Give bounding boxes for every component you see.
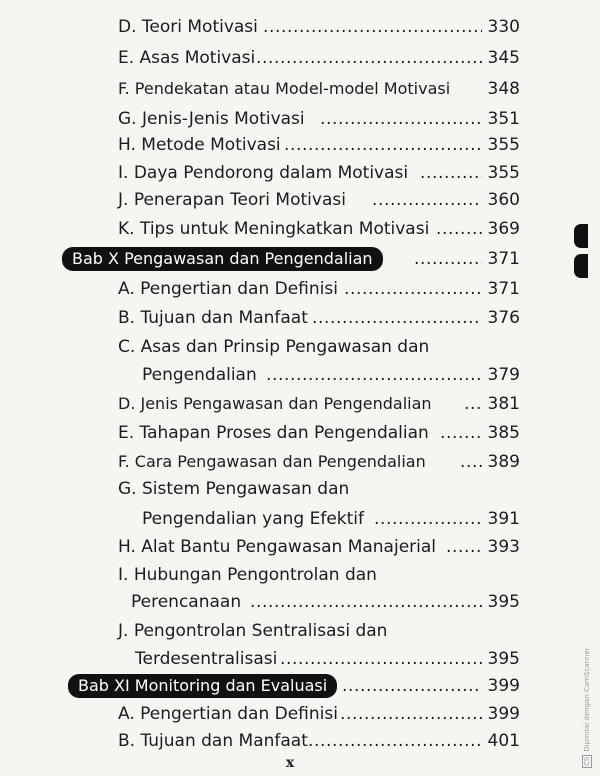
toc-entry-label: J. Pengontrolan Sentralisasi dan: [118, 621, 388, 641]
toc-entry-page: 360: [487, 190, 520, 210]
toc-entry-page: 399: [487, 676, 520, 696]
dot-leader: [460, 448, 482, 476]
page-tab-marker: [574, 254, 588, 278]
toc-entry-label: F. Cara Pengawasan dan Pengendalian: [118, 452, 426, 471]
toc-entry: [0, 304, 600, 332]
toc-entry-continuation: [0, 645, 600, 673]
toc-entry-page: 355: [487, 163, 520, 183]
toc-entry-page: 345: [487, 48, 520, 68]
toc-entry: [0, 215, 600, 243]
dot-leader: [250, 588, 482, 616]
toc-entry: [0, 617, 600, 645]
toc-entry-label: E. Asas Motivasi: [118, 48, 256, 68]
dot-leader: [464, 390, 482, 418]
toc-entry-label: C. Asas dan Prinsip Pengawasan dan: [118, 337, 430, 357]
toc-entry-label: I. Daya Pendorong dalam Motivasi: [118, 163, 409, 183]
toc-entry-label-continuation: Perencanaan: [131, 592, 242, 612]
dot-leader: [344, 275, 482, 303]
toc-entry-label: H. Metode Motivasi: [118, 135, 281, 155]
toc-chapter: [0, 672, 600, 700]
toc-entry: [0, 105, 600, 133]
scanner-watermark-text: Dipindai dengan CamScanner: [583, 647, 591, 752]
toc-entry: [0, 275, 600, 303]
toc-entry: [0, 727, 600, 755]
toc-entry: [0, 561, 600, 589]
toc-entry-label: D. Teori Motivasi: [118, 17, 258, 37]
toc-entry-page: 330: [487, 17, 520, 37]
page-number: x: [285, 755, 295, 771]
toc-entry-label: A. Pengertian dan Definisi: [118, 279, 338, 299]
chapter-heading: Bab XI Monitoring dan Evaluasi: [68, 674, 337, 698]
toc-entry-page: 393: [487, 537, 520, 557]
toc-entry-page: 381: [487, 394, 520, 414]
dot-leader: [266, 361, 482, 389]
toc-entry-label-continuation: Terdesentralisasi: [135, 649, 278, 669]
toc-entry: [0, 44, 600, 72]
dot-leader: [256, 44, 482, 72]
toc-entry-page: 351: [487, 109, 520, 129]
toc-entry-page: 376: [487, 308, 520, 328]
toc-entry-label: J. Penerapan Teori Motivasi: [118, 190, 346, 210]
toc-entry-label: I. Hubungan Pengontrolan dan: [118, 565, 377, 585]
dot-leader: [436, 215, 482, 243]
dot-leader: [312, 304, 482, 332]
dot-leader: [440, 419, 482, 447]
toc-entry-continuation: [0, 361, 600, 389]
toc-entry: [0, 186, 600, 214]
dot-leader: [263, 13, 482, 41]
scanner-watermark: [582, 647, 592, 768]
chapter-heading: Bab X Pengawasan dan Pengendalian: [62, 247, 383, 271]
toc-entry-label: B. Tujuan dan Manfaat: [118, 731, 308, 751]
toc-entry-label: G. Jenis-Jenis Motivasi: [118, 109, 305, 129]
toc-entry-page: 371: [487, 249, 520, 269]
dot-leader: [446, 533, 482, 561]
toc-entry-page: 355: [487, 135, 520, 155]
toc-entry: [0, 333, 600, 361]
toc-entry: [0, 390, 600, 418]
toc-entry-page: 399: [487, 704, 520, 724]
toc-entry-page: 395: [487, 592, 520, 612]
dot-leader: [340, 700, 482, 728]
toc-entry-label: K. Tips untuk Meningkatkan Motivasi: [118, 219, 430, 239]
toc-entry-label: E. Tahapan Proses dan Pengendalian: [118, 423, 429, 443]
page-tab-marker: [574, 224, 588, 248]
toc-entry-label: H. Alat Bantu Pengawasan Manajerial: [118, 537, 437, 557]
dot-leader: [414, 245, 482, 273]
toc-entry-label-continuation: Pengendalian: [142, 365, 257, 385]
dot-leader: [308, 727, 482, 755]
toc-chapter: [0, 245, 600, 273]
toc-entry-page: 371: [487, 279, 520, 299]
toc-entry-page: 395: [487, 649, 520, 669]
toc-entry: [0, 448, 600, 476]
toc-entry-label: D. Jenis Pengawasan dan Pengendalian: [118, 394, 432, 413]
toc-entry-label: A. Pengertian dan Definisi: [118, 704, 338, 724]
dot-leader: [420, 159, 482, 187]
dot-leader: [284, 131, 482, 159]
toc-entry-page: 389: [487, 452, 520, 472]
toc-entry: [0, 75, 600, 103]
toc-entry-label: G. Sistem Pengawasan dan: [118, 479, 350, 499]
toc-entry-continuation: [0, 588, 600, 616]
toc-entry-page: 369: [487, 219, 520, 239]
toc-entry: [0, 419, 600, 447]
toc-entry: [0, 533, 600, 561]
toc-entry-page: 391: [487, 509, 520, 529]
dot-leader: [280, 645, 482, 673]
toc-entry: [0, 700, 600, 728]
toc-entry: [0, 131, 600, 159]
toc-entry-page: 348: [487, 79, 520, 99]
toc-entry: [0, 159, 600, 187]
toc-entry-label-continuation: Pengendalian yang Efektif: [142, 509, 365, 529]
toc-entry: [0, 13, 600, 41]
toc-entry-label: F. Pendekatan atau Model-model Motivasi: [118, 79, 451, 98]
dot-leader: [320, 105, 482, 133]
dot-leader: [372, 186, 482, 214]
toc-entry-page: 379: [487, 365, 520, 385]
camscanner-icon: CS: [583, 756, 591, 766]
toc-entry-page: 401: [487, 731, 520, 751]
dot-leader: [374, 505, 482, 533]
toc-entry-page: 385: [487, 423, 520, 443]
dot-leader: [342, 672, 482, 700]
toc-entry: [0, 475, 600, 503]
toc-entry-label: B. Tujuan dan Manfaat: [118, 308, 308, 328]
toc-entry-continuation: [0, 505, 600, 533]
